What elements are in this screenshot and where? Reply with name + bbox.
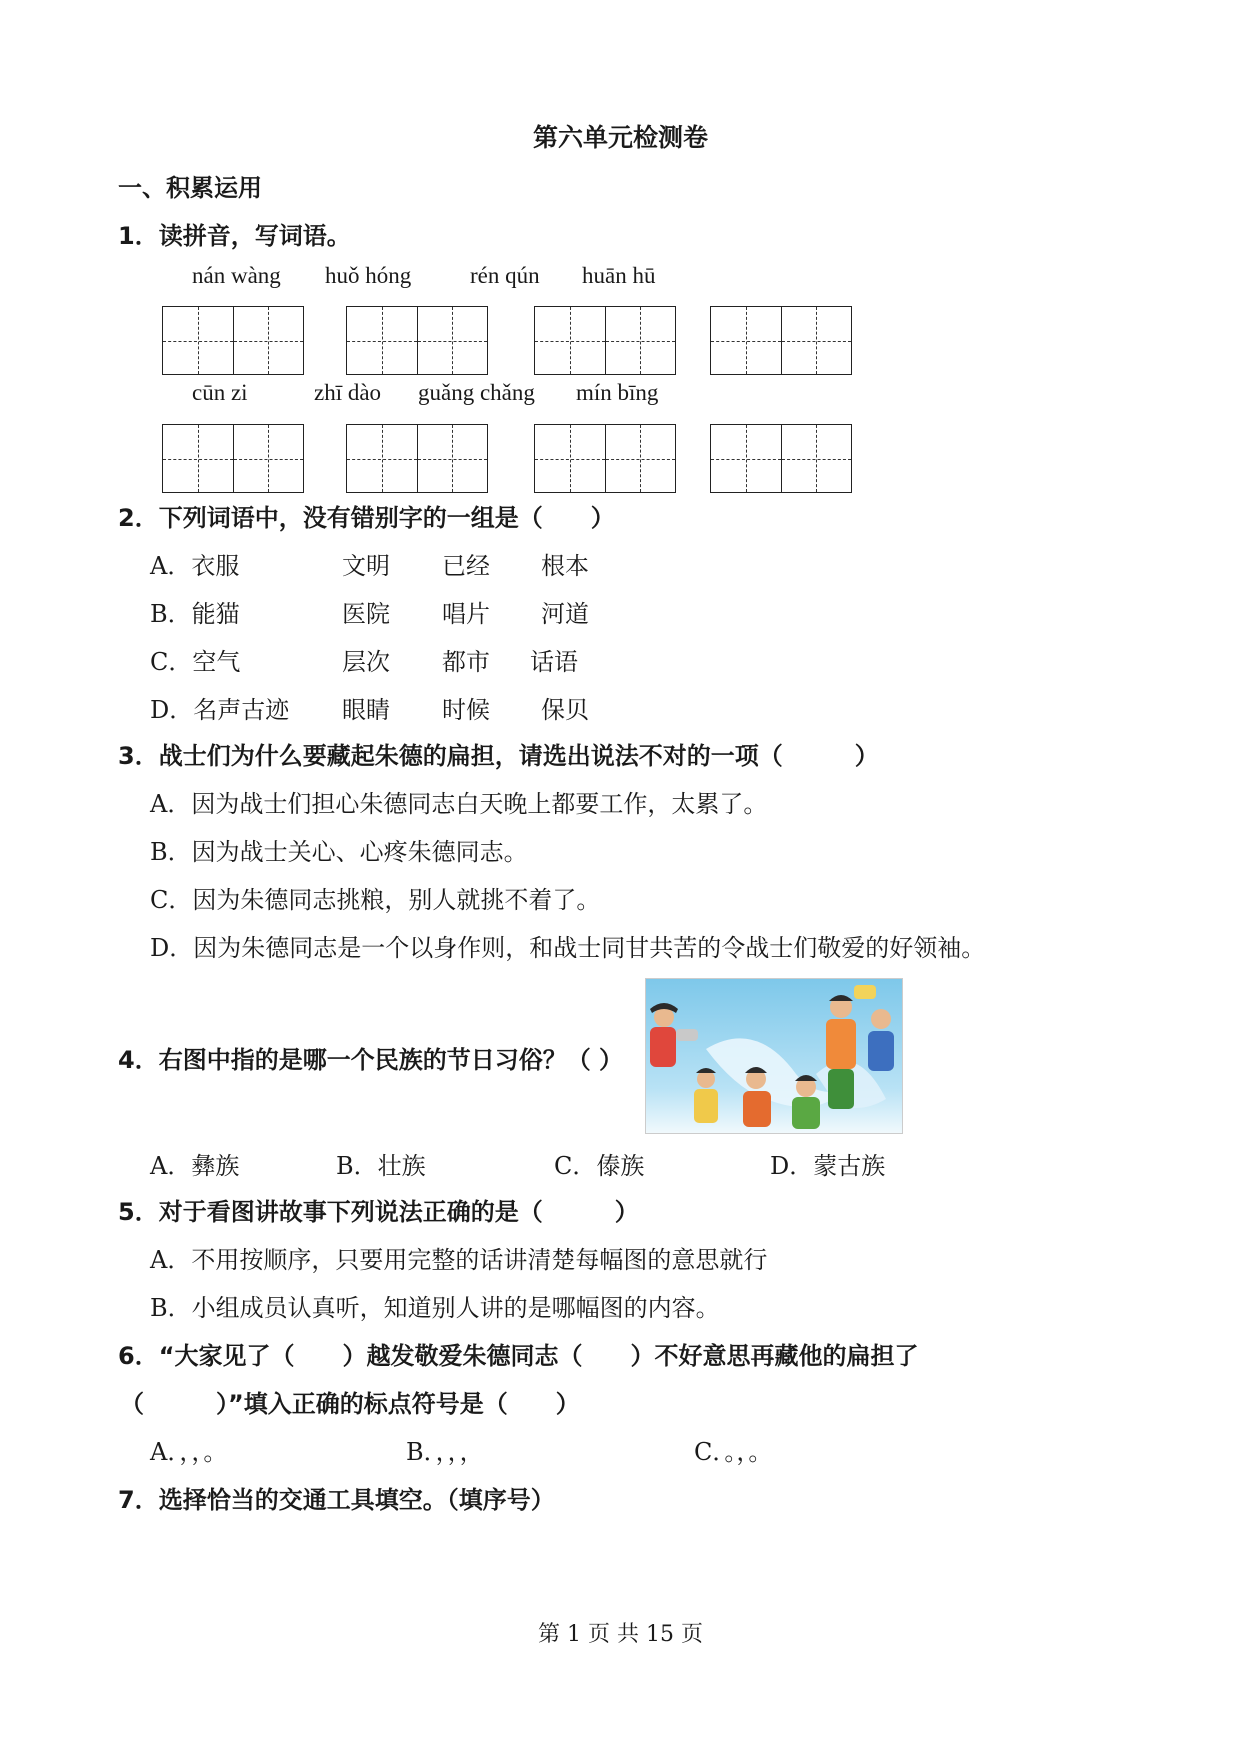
festival-image — [645, 978, 903, 1134]
pinyin: zhī dào — [314, 380, 382, 405]
option: 保贝 — [541, 696, 589, 724]
pinyin: cūn zi — [192, 380, 248, 405]
option: D．蒙古族 — [770, 1152, 886, 1180]
question-5-label: 5．对于看图讲故事下列说法正确的是（ ） — [118, 1198, 639, 1226]
option: B．小组成员认真听，知道别人讲的是哪幅图的内容。 — [150, 1294, 720, 1322]
pinyin: huǒ hóng — [325, 263, 412, 288]
writing-grid[interactable] — [162, 424, 304, 493]
writing-grid[interactable] — [534, 306, 676, 375]
option: D．因为朱德同志是一个以身作则，和战士同甘共苦的令战士们敬爱的好领袖。 — [150, 934, 986, 962]
question-6-label: 6．“大家见了（ ）越发敬爱朱德同志（ ）不好意思再藏他的扁担了 — [118, 1342, 919, 1370]
pinyin: rén qún — [470, 263, 540, 288]
option: 话语 — [530, 648, 578, 676]
question-7-label: 7．选择恰当的交通工具填空。（填序号） — [118, 1486, 555, 1514]
option: 唱片 — [442, 600, 490, 628]
option: C．因为朱德同志挑粮，别人就挑不着了。 — [150, 886, 601, 914]
option: 医院 — [342, 600, 390, 628]
option: A．不用按顺序，只要用完整的话讲清楚每幅图的意思就行 — [150, 1246, 768, 1274]
option: C．空气 — [150, 648, 241, 676]
option: D．名声古迹 — [150, 696, 290, 724]
question-6-label-continued: （ ）”填入正确的标点符号是（ ） — [120, 1390, 580, 1418]
writing-grid[interactable] — [710, 424, 852, 493]
question-3-label: 3．战士们为什么要藏起朱德的扁担，请选出说法不对的一项（ ） — [118, 742, 879, 770]
option: 时候 — [442, 696, 490, 724]
option: A．因为战士们担心朱德同志白天晚上都要工作，太累了。 — [150, 790, 768, 818]
option: A．彝族 — [150, 1152, 240, 1180]
option: 层次 — [342, 648, 390, 676]
pinyin: nán wàng — [192, 263, 281, 288]
option: 根本 — [541, 552, 589, 580]
option: C．。，。 — [694, 1438, 773, 1466]
option: B．壮族 — [336, 1152, 426, 1180]
writing-grid[interactable] — [346, 306, 488, 375]
option: A．衣服 — [150, 552, 240, 580]
page-title: 第六单元检测卷 — [532, 123, 708, 152]
option: 已经 — [442, 552, 490, 580]
writing-grid[interactable] — [710, 306, 852, 375]
section-heading: 一、积累运用 — [118, 174, 262, 202]
pinyin: huān hū — [582, 263, 656, 288]
question-2-label: 2．下列词语中，没有错别字的一组是（ ） — [118, 504, 615, 532]
option: C．傣族 — [554, 1152, 645, 1180]
question-4-label: 4．右图中指的是哪一个民族的节日习俗？（ ） — [118, 1046, 624, 1074]
option: B．，，， — [406, 1438, 484, 1466]
option: 文明 — [342, 552, 390, 580]
writing-grid[interactable] — [162, 306, 304, 375]
pinyin: guǎng chǎng — [418, 380, 535, 405]
writing-grid[interactable] — [346, 424, 488, 493]
question-1-label: 1．读拼音，写词语。 — [118, 222, 351, 250]
option: A．，，。 — [150, 1438, 228, 1466]
option: B．因为战士关心、心疼朱德同志。 — [150, 838, 528, 866]
page-footer: 第 1 页 共 15 页 — [538, 1622, 703, 1647]
option: 都市 — [442, 648, 490, 676]
option: 眼睛 — [342, 696, 390, 724]
option: 河道 — [541, 600, 589, 628]
option: B．能猫 — [150, 600, 240, 628]
pinyin: mín bīng — [576, 380, 659, 405]
writing-grid[interactable] — [534, 424, 676, 493]
